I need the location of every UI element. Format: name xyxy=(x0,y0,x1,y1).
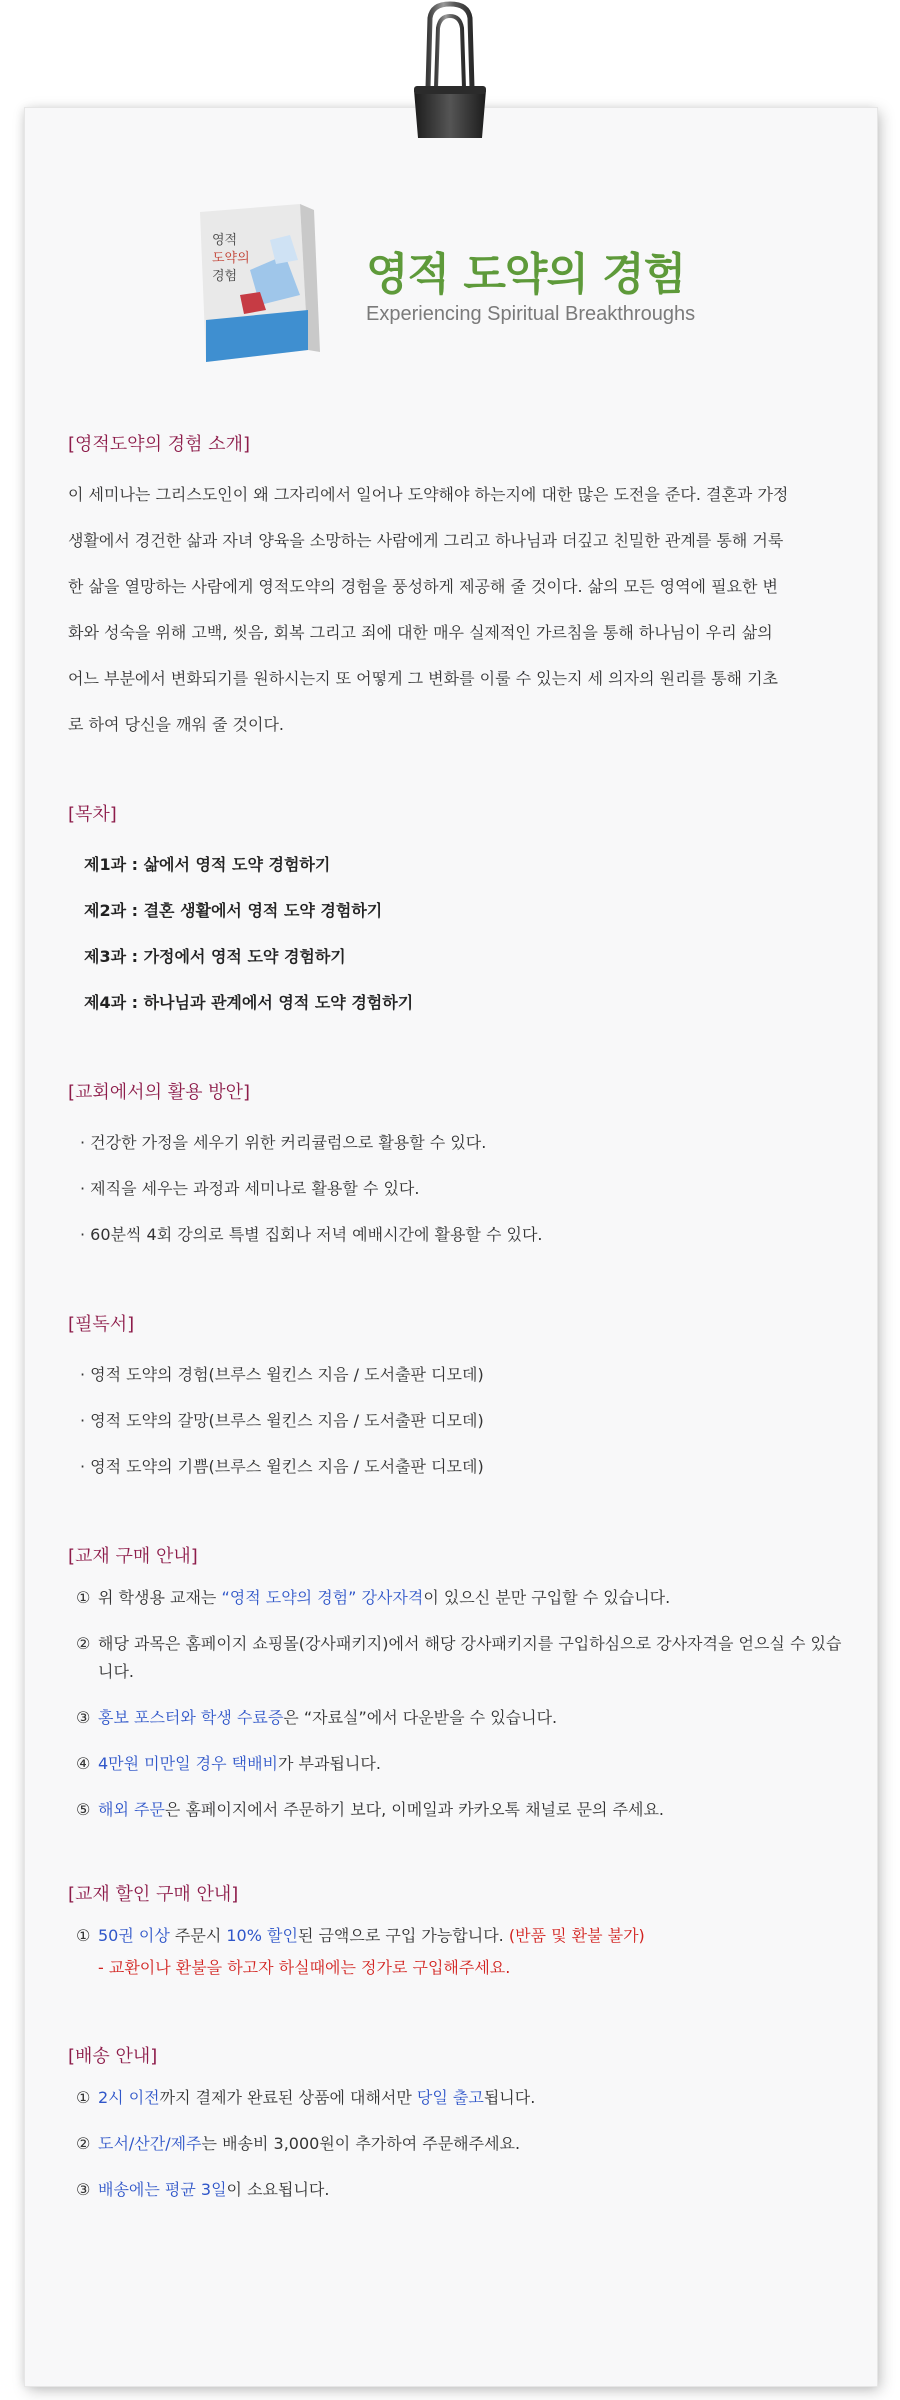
toc-item: 제1과 : 삶에서 영적 도약 경험하기 xyxy=(84,855,331,874)
usage-item: · 건강한 가정을 세우기 위한 커리큘럼으로 활용할 수 있다. xyxy=(80,1133,487,1152)
usage-heading: [교회에서의 활용 방안] xyxy=(68,1082,250,1103)
svg-text:영적: 영적 xyxy=(212,233,238,248)
purchase-item: ③ 홍보 포스터와 학생 수료증은 “자료실”에서 다운받을 수 있습니다. xyxy=(76,1708,558,1727)
svg-text:도약의: 도약의 xyxy=(212,251,250,266)
purchase-item: ④ 4만원 미만일 경우 택배비가 부과됩니다. xyxy=(76,1754,381,1773)
discount-item: ① 50권 이상 주문시 10% 할인된 금액으로 구입 가능합니다. (반품 및 환불 불가) xyxy=(76,1926,645,1945)
reading-item: · 영적 도약의 기쁨(브루스 윌킨스 지음 / 도서출판 디모데) xyxy=(80,1457,484,1476)
toc-heading: [목차] xyxy=(68,804,117,825)
purchase-item: ② 해당 과목은 홈페이지 쇼핑몰(강사패키지)에서 해당 강사패키지를 구입하심으로 강사자격을 얻으실 수 있습니다. xyxy=(76,1634,842,1681)
toc-item: 제2과 : 결혼 생활에서 영적 도약 경험하기 xyxy=(84,901,383,920)
shipping-item: ② 도서/산간/제주는 배송비 3,000원이 추가하여 주문해주세요. xyxy=(76,2134,521,2153)
discount-note: - 교환이나 환불을 하고자 하실때에는 정가로 구입해주세요. xyxy=(98,1958,511,1977)
usage-item: · 제직을 세우는 과정과 세미나로 활용할 수 있다. xyxy=(80,1179,420,1198)
usage-item: · 60분씩 4회 강의로 특별 집회나 저녁 예배시간에 활용할 수 있다. xyxy=(80,1225,543,1244)
reading-item: · 영적 도약의 갈망(브루스 윌킨스 지음 / 도서출판 디모데) xyxy=(80,1411,484,1430)
book-cover-image xyxy=(190,200,330,370)
purchase-heading: [교재 구매 안내] xyxy=(68,1546,198,1567)
page-title: 영적 도약의 경험 xyxy=(366,249,686,300)
intro-line: 로 하여 당신을 깨워 줄 것이다. xyxy=(68,715,284,734)
intro-line: 어느 부분에서 변화되기를 원하시는지 또 어떻게 그 변화를 이룰 수 있는지 세 의자의 원리를 통해 기초 xyxy=(68,669,778,688)
shipping-item: ③ 배송에는 평균 3일이 소요됩니다. xyxy=(76,2180,330,2199)
intro-paragraph xyxy=(68,472,848,748)
shipping-item: ① 2시 이전까지 결제가 완료된 상품에 대해서만 당일 출고됩니다. xyxy=(76,2088,536,2107)
main-content xyxy=(68,432,848,2222)
reading-heading: [필독서] xyxy=(68,1314,135,1335)
intro-heading: [영적도약의 경험 소개] xyxy=(68,434,250,455)
toc-item: 제3과 : 가정에서 영적 도약 경험하기 xyxy=(84,947,346,966)
intro-line: 이 세미나는 그리스도인이 왜 그자리에서 일어나 도약해야 하는지에 대한 많은 도전을 준다. 결혼과 가정 xyxy=(68,485,789,504)
shipping-heading: [배송 안내] xyxy=(68,2046,158,2067)
page-header xyxy=(190,200,750,370)
intro-line: 화와 성숙을 위해 고백, 씻음, 회복 그리고 죄에 대한 매우 실제적인 가르침을 통해 하나님이 우리 삶의 xyxy=(68,623,773,642)
purchase-item: ① 위 학생용 교재는 “영적 도약의 경험” 강사자격이 있으신 분만 구입할 수 있습니다. xyxy=(76,1588,671,1607)
intro-line: 한 삶을 열망하는 사람에게 영적도약의 경험을 풍성하게 제공해 줄 것이다. 삶의 모든 영역에 필요한 변 xyxy=(68,577,778,596)
purchase-item: ⑤ 해외 주문은 홈페이지에서 주문하기 보다, 이메일과 카카오톡 채널로 문의 주세요. xyxy=(76,1800,665,1819)
page-subtitle: Experiencing Spiritual Breakthroughs xyxy=(366,303,696,325)
toc-item: 제4과 : 하나님과 관계에서 영적 도약 경험하기 xyxy=(84,993,414,1012)
svg-text:경험: 경험 xyxy=(212,269,238,284)
binder-clip-icon xyxy=(400,0,500,140)
discount-heading: [교재 할인 구매 안내] xyxy=(68,1884,239,1905)
reading-item: · 영적 도약의 경험(브루스 윌킨스 지음 / 도서출판 디모데) xyxy=(80,1365,484,1384)
intro-line: 생활에서 경건한 삶과 자녀 양육을 소망하는 사람에게 그리고 하나님과 더깊고 친밀한 관계를 통해 거룩 xyxy=(68,531,784,550)
